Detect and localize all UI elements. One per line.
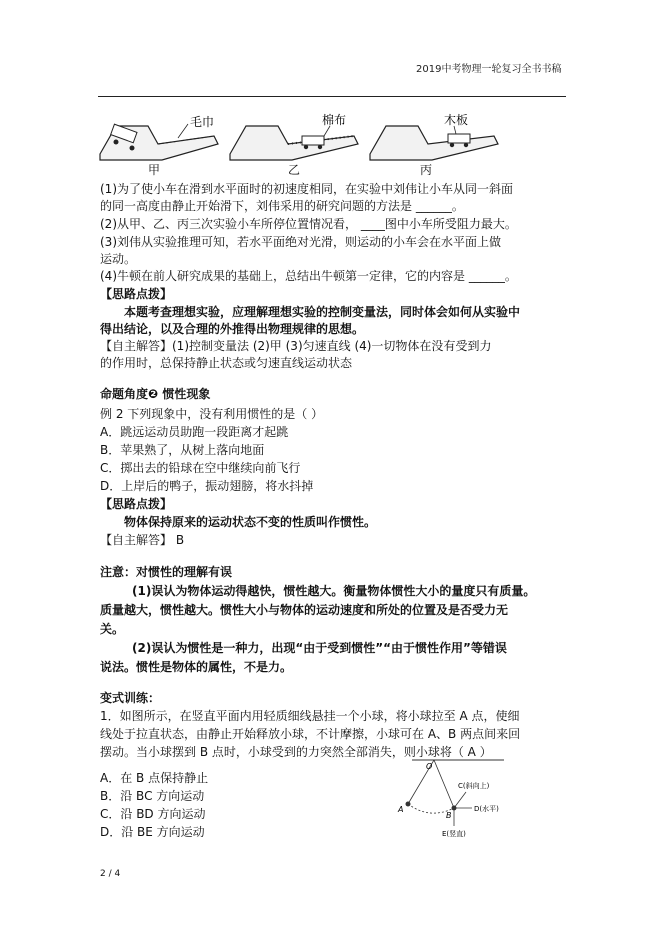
caption-bing: 丙	[420, 163, 433, 177]
practice-line-2: 线处于拉直状态，由静止开始释放小球，不计摩擦，小球可在 A、B 两点间来回	[100, 727, 521, 741]
q1-hint-line-1: 本题考查理想实验，应理解理想实验的控制变量法，同时体会如何从实验中	[124, 305, 521, 319]
example-2-stem: 例 2 下列现象中，没有利用惯性的是（ ）	[100, 407, 324, 421]
pendulum-label-b: B	[446, 811, 452, 820]
header-title: 2019中考物理一轮复习全书书稿	[416, 64, 562, 75]
inclined-plane-figure	[98, 106, 518, 176]
pendulum-label-e: E(竖直)	[442, 830, 466, 838]
note-title: 注意：对惯性的理解有误	[100, 565, 233, 579]
pendulum-label-o: O	[426, 762, 433, 771]
q1-line-6: (4)牛顿在前人研究成果的基础上，总结出牛顿第一定律，它的内容是 ______。	[100, 269, 517, 283]
practice-title: 变式训练：	[100, 691, 161, 705]
q1-answer-line-2: 的作用时，总保持静止状态或匀速直线运动状态	[100, 356, 353, 370]
practice-line-3: 摆动。当小球摆到 B 点时，小球受到的力突然全部消失，则小球将（ A ）	[100, 745, 492, 759]
pendulum-label-c: C(斜向上)	[458, 782, 490, 790]
practice-option-c: C．沿 BD 方向运动	[100, 807, 206, 821]
ex2-hint-line: 物体保持原来的运动状态不变的性质叫作惯性。	[124, 515, 377, 529]
example-2-option-d: D．上岸后的鸭子，振动翅膀，将水抖掉	[100, 479, 314, 493]
setup-cotton	[230, 112, 358, 160]
caption-yi: 乙	[288, 163, 301, 177]
ex2-hint-title: 【思路点拨】	[100, 497, 173, 511]
setup-towel	[100, 114, 218, 160]
q1-line-5: 运动。	[100, 252, 137, 266]
practice-option-b: B．沿 BC 方向运动	[100, 789, 205, 803]
surface-label-cotton: 棉布	[322, 113, 347, 127]
q1-line-1: (1)为了使小车在滑到水平面时的初速度相同，在实验中刘伟让小车从同一斜面	[100, 182, 514, 196]
surface-label-board: 木板	[444, 113, 469, 127]
pendulum-label-a: A	[398, 805, 404, 814]
surface-label-towel: 毛巾	[190, 115, 215, 129]
note-line-4: (2)误认为惯性是一种力，出现“由于受到惯性”“由于惯性作用”等错误	[132, 641, 507, 655]
section-2-title: 命题角度❷ 惯性现象	[100, 387, 211, 401]
setup-board	[370, 112, 498, 160]
page-number: 2 / 4	[100, 869, 121, 879]
q1-answer-line-1: 【自主解答】(1)控制变量法 (2)甲 (3)匀速直线 (4)一切物体在没有受到力	[100, 339, 492, 353]
q1-line-4: (3)刘伟从实验推理可知，若水平面绝对光滑，则运动的小车会在水平面上做	[100, 235, 502, 249]
q1-line-2: 的同一高度由静止开始滑下，刘伟采用的研究问题的方法是 ______。	[100, 199, 464, 213]
note-line-3: 关。	[100, 622, 125, 636]
note-line-2: 质量越大，惯性越大。惯性大小与物体的运动速度和所处的位置及是否受力无	[100, 603, 509, 617]
note-line-5: 说法。惯性是物体的属性，不是力。	[100, 660, 293, 674]
caption-jia: 甲	[148, 163, 161, 177]
practice-option-a: A．在 B 点保持静止	[100, 771, 209, 785]
q1-hint-line-2: 得出结论，以及合理的外推得出物理规律的思想。	[100, 322, 365, 336]
practice-line-1: 1．如图所示，在竖直平面内用轻质细线悬挂一个小球，将小球拉至 A 点，使细	[100, 709, 520, 723]
example-2-option-c: C．掷出去的铅球在空中继续向前飞行	[100, 461, 301, 475]
example-2-option-a: A．跳远运动员助跑一段距离才起跳	[100, 425, 289, 439]
practice-option-d: D．沿 BE 方向运动	[100, 825, 205, 839]
pendulum-diagram	[392, 756, 542, 840]
q1-hint-title: 【思路点拨】	[100, 287, 173, 301]
q1-line-3: (2)从甲、乙、丙三次实验小车所停位置情况看， ____图中小车所受阻力最大。	[100, 217, 517, 231]
header-rule	[98, 96, 566, 97]
example-2-option-b: B．苹果熟了，从树上落向地面	[100, 443, 265, 457]
pendulum-label-d: D(水平)	[474, 805, 499, 813]
ex2-answer: 【自主解答】 B	[100, 533, 185, 547]
note-line-1: (1)误认为物体运动得越快，惯性越大。衡量物体惯性大小的量度只有质量。	[132, 584, 536, 598]
